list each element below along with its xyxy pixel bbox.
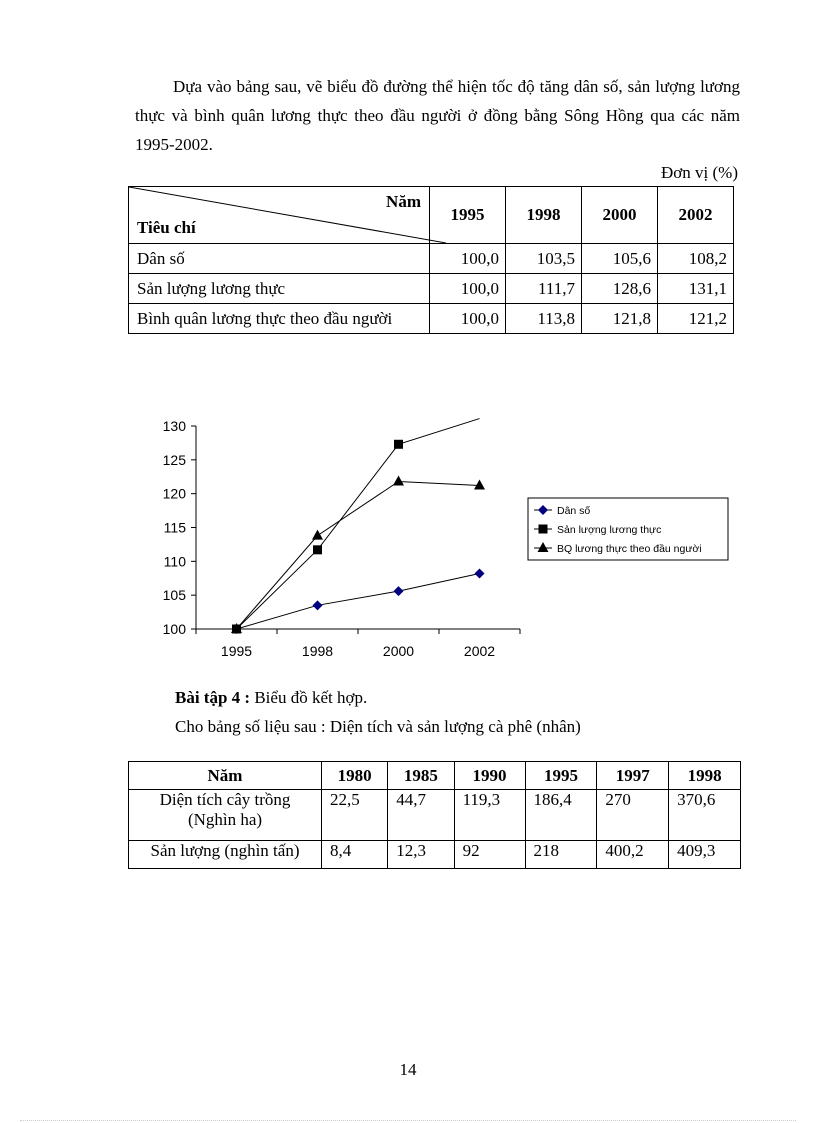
table-cell: 218 xyxy=(525,841,597,869)
table-cell: 113,8 xyxy=(506,304,582,334)
legend-label: BQ lương thực theo đầu người xyxy=(557,543,702,555)
intro-paragraph: Dựa vào bảng sau, vẽ biểu đồ đường thể hiện tốc độ tăng dân số, sản lượng lương thực và bình quân lương thực theo đầu người ở đồng bằng Sông Hồng qua các năm 1995-2002. xyxy=(135,77,740,154)
year-header: 1995 xyxy=(525,762,597,790)
year-header: 1980 xyxy=(322,762,388,790)
table-cell: 108,2 xyxy=(658,244,734,274)
marker-triangle xyxy=(474,480,485,490)
table-header-row xyxy=(129,762,741,790)
x-tick-label: 2000 xyxy=(382,643,415,659)
series-line xyxy=(237,574,480,629)
table-cell: 119,3 xyxy=(454,790,525,841)
chart-axes xyxy=(163,418,520,659)
marker-diamond xyxy=(394,586,404,596)
table-cell: 370,6 xyxy=(669,790,741,841)
table-cell: 400,2 xyxy=(597,841,669,869)
table-cell: 121,2 xyxy=(658,304,734,334)
exercise-4-title xyxy=(175,688,367,708)
table-cell: 409,3 xyxy=(669,841,741,869)
row-label: Diện tích cây trồng (Nghìn ha) xyxy=(129,790,322,841)
year-header: 1995 xyxy=(430,187,506,244)
table-cell: 8,4 xyxy=(322,841,388,869)
marker-square xyxy=(394,440,403,449)
table-cell: 22,5 xyxy=(322,790,388,841)
series-line xyxy=(237,419,480,629)
table-cell: 100,0 xyxy=(430,304,506,334)
table-cell: 44,7 xyxy=(388,790,454,841)
coffee-table xyxy=(128,761,741,869)
chart-legend xyxy=(528,498,728,560)
table-row xyxy=(129,841,741,869)
marker-square xyxy=(539,525,548,534)
legend-label: Sản lượng lương thực xyxy=(557,524,662,536)
y-tick-label: 110 xyxy=(163,553,186,570)
exercise-4-prompt: Cho bảng số liệu sau : Diện tích và sản lượng cà phê (nhân) xyxy=(175,717,581,736)
marker-square xyxy=(313,545,322,554)
exercise-4-label: Bài tập 4 : xyxy=(175,688,251,707)
marker-diamond xyxy=(475,569,485,579)
corner-criteria-label: Tiêu chí xyxy=(137,218,196,237)
row-label: Sản lượng (nghìn tấn) xyxy=(129,841,322,869)
year-column-header: Năm xyxy=(129,762,322,790)
year-header: 1998 xyxy=(669,762,741,790)
year-header: 1997 xyxy=(597,762,669,790)
y-tick-label: 120 xyxy=(162,485,186,502)
growth-table xyxy=(128,186,734,334)
y-tick-label: 125 xyxy=(162,451,186,468)
y-tick-label: 115 xyxy=(163,519,186,536)
line-chart xyxy=(150,410,740,670)
table-cell: 105,6 xyxy=(582,244,658,274)
unit-label: Đơn vị (%) xyxy=(661,163,738,182)
corner-cell xyxy=(129,187,430,244)
table-header-row xyxy=(129,187,734,244)
chart-series xyxy=(231,419,485,634)
table-cell: 131,1 xyxy=(658,274,734,304)
marker-diamond xyxy=(313,600,323,610)
table-cell: 128,6 xyxy=(582,274,658,304)
row-label: Bình quân lương thực theo đầu người xyxy=(129,304,430,334)
marker-triangle xyxy=(312,530,323,540)
year-header: 2000 xyxy=(582,187,658,244)
table-cell: 270 xyxy=(597,790,669,841)
table-cell: 186,4 xyxy=(525,790,597,841)
table-cell: 92 xyxy=(454,841,525,869)
year-header: 1998 xyxy=(506,187,582,244)
year-header: 2002 xyxy=(658,187,734,244)
y-tick-label: 130 xyxy=(162,418,186,434)
year-header: 1990 xyxy=(454,762,525,790)
table-cell: 121,8 xyxy=(582,304,658,334)
y-tick-label: 105 xyxy=(162,587,186,604)
year-header: 1985 xyxy=(388,762,454,790)
x-tick-label: 1998 xyxy=(301,643,334,659)
row-label: Dân số xyxy=(129,244,430,274)
table-cell: 103,5 xyxy=(506,244,582,274)
legend-label: Dân số xyxy=(557,505,591,517)
row-label: Sản lượng lương thực xyxy=(129,274,430,304)
table-cell: 111,7 xyxy=(506,274,582,304)
x-tick-label: 1995 xyxy=(220,643,253,659)
corner-year-label: Năm xyxy=(386,192,421,211)
x-tick-label: 2002 xyxy=(463,643,496,659)
marker-triangle xyxy=(393,475,404,485)
table-row xyxy=(129,790,741,841)
table-row xyxy=(129,274,734,304)
y-tick-label: 100 xyxy=(162,621,186,637)
exercise-4-desc: Biểu đồ kết hợp. xyxy=(250,688,368,707)
table-row xyxy=(129,304,734,334)
series-line xyxy=(237,481,480,629)
page-number: 14 xyxy=(399,1060,417,1079)
table-cell: 100,0 xyxy=(430,274,506,304)
page-bottom-divider xyxy=(20,1120,796,1121)
table-cell: 12,3 xyxy=(388,841,454,869)
table-cell: 100,0 xyxy=(430,244,506,274)
table-row xyxy=(129,244,734,274)
